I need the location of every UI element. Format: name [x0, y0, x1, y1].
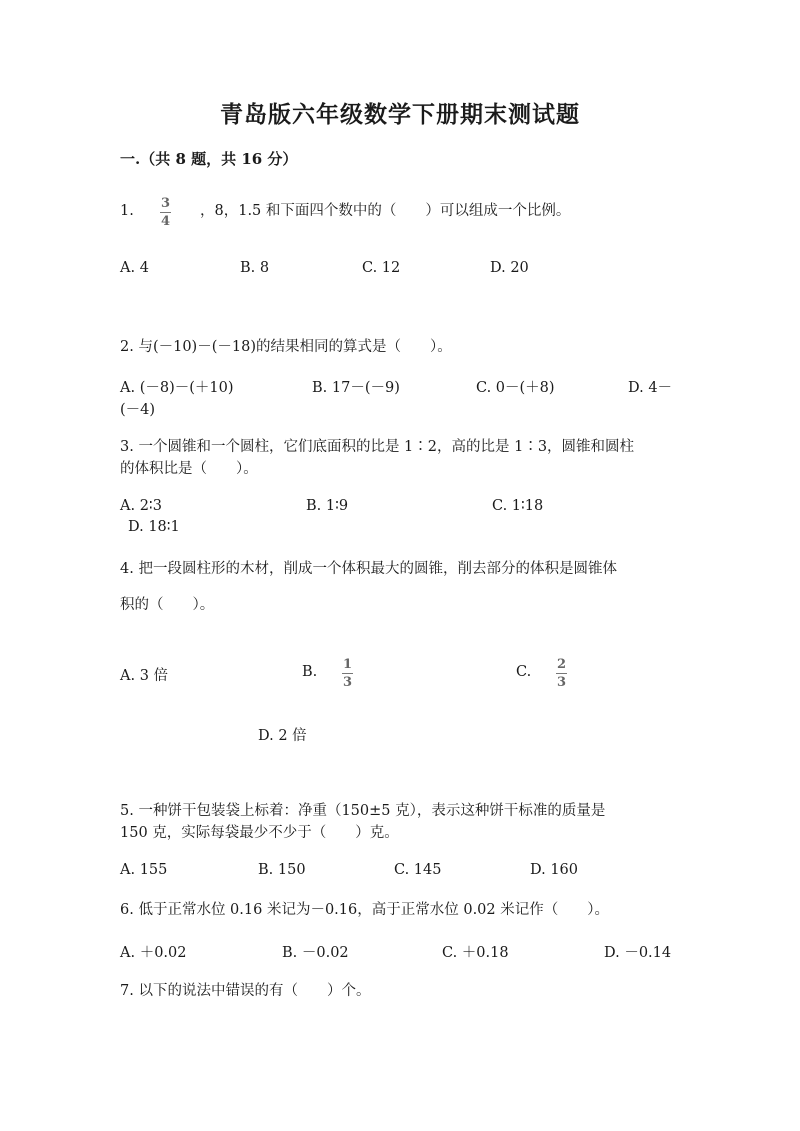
q2-option-c: C. 0－(＋8) — [476, 380, 555, 396]
fraction-denominator: 3 — [342, 675, 353, 690]
q3-option-b: B. 1∶9 — [306, 498, 349, 514]
fraction-denominator: 4 — [160, 214, 171, 229]
q2-option-d: D. 4－ — [628, 380, 673, 396]
q3-option-c: C. 1∶18 — [492, 498, 544, 514]
question-5-line-1: 5. 一种饼干包装袋上标着：净重（150±5 克），表示这种饼干标准的质量是 — [120, 803, 606, 819]
q6-option-a: A. ＋0.02 — [120, 945, 187, 961]
q4-option-c: C. — [516, 664, 532, 680]
question-4-line-2: 积的（ ）。 — [120, 597, 215, 613]
question-2-text: 2. 与(－10)－(－18)的结果相同的算式是（ ）。 — [120, 339, 452, 355]
page-title: 青岛版六年级数学下册期末测试题 — [220, 101, 580, 128]
q4-option-c-fraction — [556, 657, 567, 690]
q6-option-c: C. ＋0.18 — [442, 945, 509, 961]
question-1-number: 1. — [120, 203, 134, 219]
question-1-fraction — [160, 196, 171, 229]
q4-option-b: B. — [302, 664, 318, 680]
q3-option-a: A. 2∶3 — [120, 498, 162, 514]
q1-option-b: B. 8 — [240, 260, 270, 276]
q1-option-a: A. 4 — [120, 260, 149, 276]
q4-option-a: A. 3 倍 — [120, 668, 169, 684]
question-6-text: 6. 低于正常水位 0.16 米记为－0.16，高于正常水位 0.02 米记作（ ）。 — [120, 902, 609, 918]
fraction-bar — [556, 673, 567, 674]
q1-option-c: C. 12 — [362, 260, 401, 276]
question-3-line-1: 3. 一个圆锥和一个圆柱，它们底面积的比是 1∶2，高的比是 1∶3，圆锥和圆柱 — [120, 439, 635, 455]
q4-option-d: D. 2 倍 — [258, 728, 307, 744]
q2-option-a: A. (－8)－(＋10) — [120, 380, 234, 396]
fraction-denominator: 3 — [556, 675, 567, 690]
q4-option-b-fraction — [342, 657, 353, 690]
q5-option-d: D. 160 — [530, 862, 579, 878]
q3-option-d: D. 18∶1 — [128, 519, 180, 535]
question-3-line-2: 的体积比是（ ）。 — [120, 461, 258, 477]
question-1-text: ，8，1.5 和下面四个数中的（ ）可以组成一个比例。 — [200, 203, 571, 219]
question-5-line-2: 150 克，实际每袋最少不少于（ ）克。 — [120, 825, 399, 841]
fraction-bar — [342, 673, 353, 674]
q2-option-b: B. 17－(－9) — [312, 380, 400, 396]
question-7-text: 7. 以下的说法中错误的有（ ）个。 — [120, 983, 371, 999]
q2-option-d-continued: (－4) — [120, 402, 156, 418]
q5-option-c: C. 145 — [394, 862, 442, 878]
fraction-bar — [160, 212, 171, 213]
q5-option-b: B. 150 — [258, 862, 306, 878]
fraction-numerator: 3 — [160, 196, 171, 211]
q5-option-a: A. 155 — [120, 862, 168, 878]
section-header: 一.（共 8 题，共 16 分） — [120, 150, 298, 168]
q6-option-d: D. －0.14 — [604, 945, 672, 961]
q1-option-d: D. 20 — [490, 260, 529, 276]
fraction-numerator: 2 — [556, 657, 567, 672]
question-4-line-1: 4. 把一段圆柱形的木材，削成一个体积最大的圆锥，削去部分的体积是圆锥体 — [120, 561, 617, 577]
q6-option-b: B. －0.02 — [282, 945, 349, 961]
fraction-numerator: 1 — [342, 657, 353, 672]
